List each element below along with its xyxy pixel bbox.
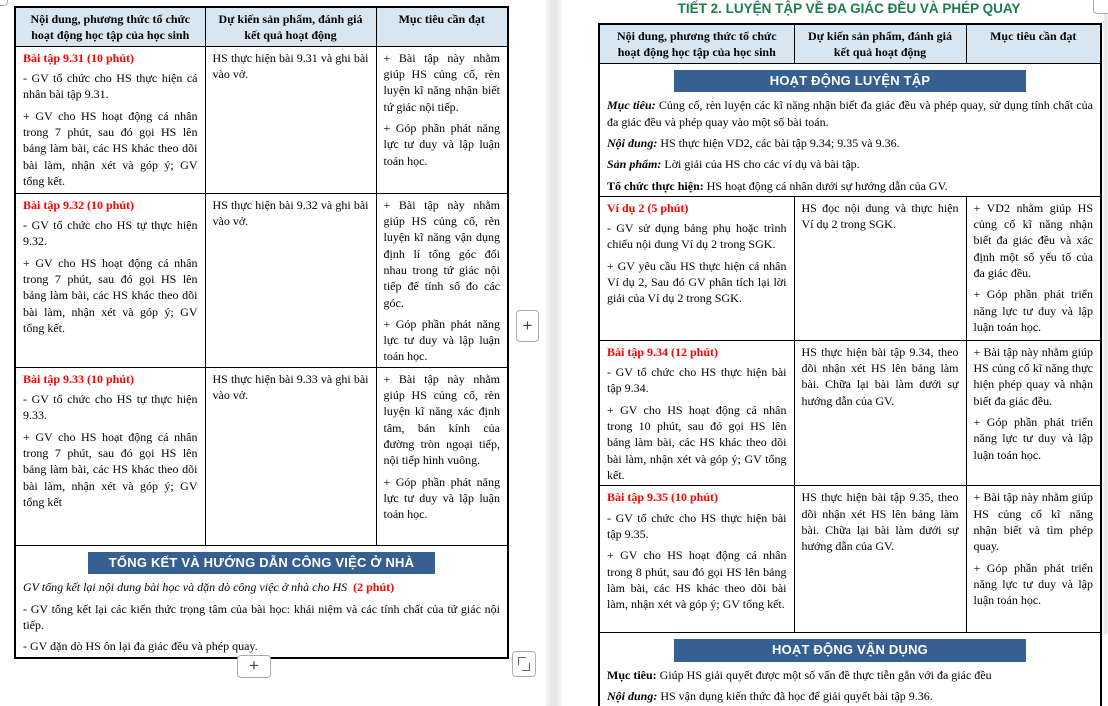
exercise-title: Bài tập 9.35 (10 phút) (607, 490, 719, 505)
summary-row (15, 545, 508, 657)
item-text: HS vận dụng kiến thức đã học để giải quyết bài tập 9.36. (657, 689, 933, 704)
activity-step: - GV tổ chức cho HS tự thực hiện 9.32. (23, 217, 198, 249)
page-edge-strip (1103, 14, 1108, 634)
goal-cell (376, 46, 508, 193)
goal-text: + Bài tập này nhằm giúp HS củng cố, rèn luyện kĩ năng nhận biết tứ giác nội tiếp. (383, 50, 500, 114)
activity-cell (15, 367, 205, 545)
insert-button-bottom[interactable] (237, 655, 271, 678)
practice-section-cell (599, 63, 1101, 196)
summary-intro (23, 579, 500, 595)
exercise-title: Bài tập 9.31 (10 phút) (23, 50, 135, 65)
activity-cell (15, 193, 205, 367)
right-page-table (598, 23, 1102, 706)
product-cell (794, 486, 966, 633)
plus-icon: + (522, 315, 533, 335)
activity-step: + GV yêu cầu HS thực hiện cá nhân Ví dụ 2, Sau đó GV phân tích lại lời giải của Ví dụ 2 trong SGK. (607, 258, 787, 306)
activity-step: + GV cho HS hoạt động cá nhân trong 8 phút, sau đó gọi HS lên bảng làm bài, các HS khác theo dõi bài làm, nhận xét và góp ý; GV tổng kết. (607, 548, 787, 612)
activity-cell (599, 340, 794, 486)
table-row (599, 486, 1101, 633)
summary-cell (15, 545, 508, 657)
lesson-title: TIẾT 2. LUYỆN TẬP VỀ ĐA GIÁC ĐỀU VÀ PHÉP QUAY (677, 1, 1021, 16)
section-item (607, 135, 1093, 151)
activity-step: + GV cho HS hoạt động cá nhân trong 7 phút, sau đó gọi HS lên bảng làm bài, các HS khác theo dõi bài làm, nhận xét và góp ý; GV tổng kết. (23, 108, 198, 188)
product-cell (794, 340, 966, 486)
exercise-title: Bài tập 9.32 (10 phút) (23, 197, 135, 212)
section-row (599, 63, 1101, 196)
table-row (15, 367, 508, 545)
header-col-goals: Mục tiêu cần đạt (376, 7, 508, 46)
goal-text: + Bài tập này nhằm giúp HS củng cố, rèn luyện kĩ năng xác định tâm, bán kính của đường tròn ngoại tiếp, nội tiếp hình vuông. (383, 371, 500, 468)
goal-text: + Bài tập này nhằm giúp HS củng cố, rèn luyện kĩ năng vận dụng định lí tổng góc đối nhau trong tứ giác nội tiếp để tính số đo các góc. (383, 197, 500, 310)
goal-text: + Góp phần phát triển năng lực tư duy và lập luận toán học. (973, 560, 1093, 608)
goal-cell (966, 196, 1101, 340)
activity-step: + GV cho HS hoạt động cá nhân trong 7 phút, sau đó gọi HS lên bảng làm bài, các HS khác theo dõi bài làm, nhận xét và góp ý; GV tổng kết. (23, 255, 198, 335)
item-label: Nội dung: (607, 689, 658, 704)
summary-line: - GV dặn dò HS ôn lại đa giác đều và phép quay. (23, 639, 258, 654)
section-item (607, 688, 1093, 704)
left-page-table (14, 6, 509, 659)
item-label: Nội dung: (607, 135, 658, 150)
goal-cell (376, 193, 508, 367)
practice-banner: HOẠT ĐỘNG LUYỆN TẬP (674, 70, 1026, 93)
table-row (15, 46, 508, 193)
activity-step: - GV tổ chức cho HS tự thực hiện 9.33. (23, 392, 198, 423)
product-text: HS đọc nội dung và thực hiện Ví dụ 2 trong SGK. (801, 200, 959, 232)
table-header-row (599, 24, 1101, 63)
header-col-goals: Mục tiêu cần đạt (966, 24, 1101, 63)
item-text: Giúp HS giải quyết được một số vấn đề thực tiễn gắn với đa giác đều (656, 668, 992, 683)
product-text: HS thực hiện bài 9.31 và ghi bài vào vở. (212, 50, 369, 81)
goal-text: + Góp phần phát triển năng lực tư duy và lập luận toán học. (973, 415, 1093, 462)
application-section-cell (599, 633, 1101, 706)
goal-cell (966, 340, 1101, 486)
section-row (599, 633, 1101, 706)
header-col-products: Dự kiến sản phẩm, đánh giá kết quả hoạt động (794, 24, 966, 63)
section-item (607, 156, 1093, 172)
product-cell (205, 193, 376, 367)
item-text: HS thực hiện VD2, các bài tập 9.34; 9.35 và 9.36. (657, 135, 900, 150)
expand-icon (513, 652, 535, 676)
item-label: Tổ chức thực hiện: (607, 178, 704, 193)
section-item (607, 667, 1093, 683)
activity-step: - GV sử dụng bảng phụ hoặc trình chiếu nội dung Ví dụ 2 trong SGK. (607, 221, 787, 252)
section-item (607, 97, 1093, 130)
item-text: Lời giải của HS cho các ví dụ và bài tập. (661, 157, 860, 172)
table-row (599, 340, 1101, 486)
product-cell (205, 367, 376, 545)
goal-text: + Góp phần phát năng lực tư duy và lập luận toán học. (383, 316, 500, 364)
goal-cell (376, 367, 508, 545)
table-row (599, 196, 1101, 340)
page-gap (545, 0, 562, 706)
activity-step: - GV tổ chức cho HS thực hiện bài tập 9.34. (607, 365, 787, 396)
item-label: Mục tiêu: (607, 98, 656, 113)
header-col-content: Nội dung, phương thức tổ chức hoạt động học tập của học sinh (15, 7, 205, 46)
product-text: HS thực hiện bài 9.32 và ghi bài vào vở. (212, 197, 369, 228)
table-row (15, 193, 508, 367)
item-text: HS hoạt động cá nhân dưới sự hướng dẫn của GV. (703, 178, 948, 193)
expand-button[interactable] (512, 651, 536, 677)
activity-cell (15, 46, 205, 193)
product-cell (794, 196, 966, 340)
activity-step: - GV tổ chức cho HS thực hiện bài tập 9.35. (607, 510, 787, 541)
exercise-title: Bài tập 9.34 (12 phút) (607, 344, 719, 359)
goal-text: + Góp phần phát năng lực tư duy và lập luận toán học. (383, 120, 500, 168)
item-label: Mục tiêu: (607, 668, 657, 683)
summary-banner: TỔNG KẾT VÀ HƯỚNG DẪN CÔNG VIỆC Ở NHÀ (88, 552, 435, 575)
table-header-row (15, 7, 508, 46)
header-col-content: Nội dung, phương thức tổ chức hoạt động học tập của học sinh (599, 24, 794, 63)
activity-cell (599, 486, 794, 633)
exercise-title: Ví dụ 2 (5 phút) (607, 200, 689, 215)
goal-text: + Góp phần phát triển năng lực tư duy và lập luận toán học. (973, 287, 1093, 335)
item-label: Sản phẩm: (607, 157, 662, 172)
activity-step: + GV cho HS hoạt động cá nhân trong 7 phút, sau đó gọi HS lên bảng làm bài, các HS khác theo dõi bài làm, nhận xét và góp ý; GV tổng kết (23, 429, 198, 509)
goal-cell (966, 486, 1101, 633)
section-item (607, 178, 1093, 194)
activity-step: - GV tổ chức cho HS thực hiện cá nhân bài tập 9.31. (23, 70, 198, 102)
product-text: HS thực hiện bài tập 9.34, theo dõi nhận xét HS lên bảng làm bài. Chữa lại bài làm dưới sự hướng dẫn của GV. (801, 344, 959, 408)
item-text: Củng cố, rèn luyện các kĩ năng nhận biết đa giác đều và phép quay, sử dụng tính chất của đa giác đều và phép quay vào một số bài toán. (607, 98, 1093, 129)
insert-button-top-left-partial[interactable] (0, 0, 8, 6)
goal-text: + Góp phần phát năng lực tư duy và lập luận toán học. (383, 474, 500, 522)
insert-button-middle[interactable] (516, 310, 539, 342)
header-col-products: Dự kiến sản phẩm, đánh giá kết quả hoạt động (205, 7, 376, 46)
summary-duration: (2 phút) (353, 580, 395, 595)
activity-step: + GV cho HS hoạt động cá nhân trong 10 phút, sau đó gọi HS lên bảng làm bài, các HS khác theo dõi bài làm, nhận xét và góp ý; GV tổng kết. (607, 402, 787, 483)
goal-text: + VD2 nhằm giúp HS củng cố kĩ năng nhận biết đa giác đều và xác định một số yếu tố của đa giác đều. (973, 200, 1093, 281)
product-cell (205, 46, 376, 193)
goal-text: + Bài tập này nhằm giúp HS củng cố kĩ năng nhận biết và tìm phép quay. (973, 490, 1093, 554)
exercise-title: Bài tập 9.33 (10 phút) (23, 371, 135, 386)
goal-text: + Bài tập này nhằm giúp HS củng cố kĩ năng thực hiện phép quay và nhận biết đa giác đều. (973, 344, 1093, 408)
summary-intro-text: GV tổng kết lại nội dung bài học và dặn dò công việc ở nhà cho HS (23, 580, 348, 595)
application-banner: HOẠT ĐỘNG VẬN DỤNG (674, 639, 1026, 662)
product-text: HS thực hiện bài 9.33 và ghi bài vào vở. (212, 371, 369, 403)
product-text: HS thực hiện bài tập 9.35, theo dõi nhận xét HS lên bảng làm bài. Chữa lại bài làm dưới sự hướng dẫn của GV. (801, 490, 959, 554)
summary-line: - GV tổng kết lại các kiến thức trọng tâm của bài học: khái niệm và các tính chất của tứ giác nội tiếp. (23, 601, 500, 633)
activity-cell (599, 196, 794, 340)
insert-button-top-right-partial[interactable] (1093, 0, 1108, 14)
plus-icon: + (249, 656, 259, 675)
